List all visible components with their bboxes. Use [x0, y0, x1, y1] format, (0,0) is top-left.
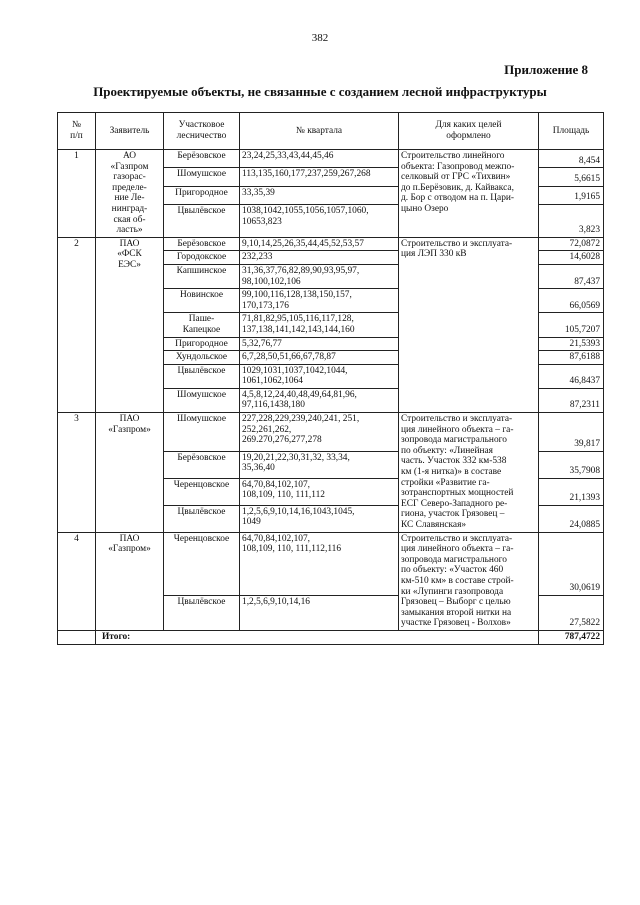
area-cell: 72,0872: [539, 237, 604, 251]
total-empty-cell: [58, 630, 96, 644]
quarters-cell: 1,2,5,6,9,10,14,16,1043,1045, 1049: [240, 505, 399, 532]
area-cell: 21,1393: [539, 478, 604, 505]
quarters-cell: 1029,1031,1037,1042,1044, 1061,1062,1064: [240, 364, 399, 388]
applicant-cell: ПАО «Газпром»: [96, 413, 164, 533]
forestry-cell: Городокское: [164, 251, 240, 265]
forestry-cell: Паше- Капецкое: [164, 313, 240, 337]
table-row: [58, 413, 604, 452]
forestry-cell: Цвылёвское: [164, 505, 240, 532]
forestry-cell: Пригородное: [164, 337, 240, 351]
table-row: [58, 150, 604, 168]
forestry-cell: Цвылёвское: [164, 205, 240, 238]
area-cell: 27,5822: [539, 595, 604, 630]
area-cell: 87,2311: [539, 388, 604, 412]
applicant-cell: ПАО «ФСК ЕЭС»: [96, 237, 164, 412]
forestry-cell: Шомушское: [164, 168, 240, 186]
area-cell: 24,0885: [539, 505, 604, 532]
header-num: № п/п: [58, 113, 96, 150]
goal-cell: Строительство и эксплуата- ция линейного объекта – га- зопровода магистрального по объекту: «Участок 460 км-510 км» в составе строй- ки «Лупинги газопровода Грязовец – Выборг с целью замыкания второй нитки на участке Грязовец - Волхов»: [399, 532, 539, 630]
quarters-cell: 1038,1042,1055,1056,1057,1060, 10653,823: [240, 205, 399, 238]
row-number: 2: [58, 237, 96, 412]
area-cell: 1,9165: [539, 186, 604, 204]
area-cell: 35,7908: [539, 451, 604, 478]
quarters-cell: 71,81,82,95,105,116,117,128, 137,138,141,142,143,144,160: [240, 313, 399, 337]
forestry-cell: Берёзовское: [164, 451, 240, 478]
forestry-cell: Цвылёвское: [164, 364, 240, 388]
quarters-cell: 4,5,8,12,24,40,48,49,64,81,96, 97,116,1438,180: [240, 388, 399, 412]
area-cell: 87,437: [539, 264, 604, 288]
area-cell: 30,0619: [539, 532, 604, 595]
quarters-cell: 64,70,84,102,107, 108,109, 110, 111,112,116: [240, 532, 399, 595]
quarters-cell: 1,2,5,6,9,10,14,16: [240, 595, 399, 630]
goal-cell: Строительство и эксплуата- ция ЛЭП 330 кВ: [399, 237, 539, 412]
quarters-cell: 9,10,14,25,26,35,44,45,52,53,57: [240, 237, 399, 251]
table-body: [58, 150, 604, 631]
total-value: 787,4722: [539, 630, 604, 644]
header-applicant: Заявитель: [96, 113, 164, 150]
quarters-cell: 31,36,37,76,82,89,90,93,95,97, 98,100,102,106: [240, 264, 399, 288]
document-title: Проектируемые объекты, не связанные с созданием лесной инфраструктуры: [93, 84, 547, 99]
forestry-cell: Хундольское: [164, 351, 240, 365]
quarters-cell: 5,32,76,77: [240, 337, 399, 351]
total-row: [58, 630, 604, 644]
forestry-cell: Новинское: [164, 289, 240, 313]
forestry-cell: Берёзовское: [164, 150, 240, 168]
forestry-cell: Берёзовское: [164, 237, 240, 251]
table-header-row: [58, 113, 604, 150]
goal-cell: Строительство и эксплуата- ция линейного объекта – га- зопровода магистрального по объекту: «Линейная часть. Участок 332 км-538 км (1-я нитка)» в составе стройки «Развитие га- зотранспортных мощностей ЕСГ Северо-Западного ре- гиона, участок Грязовец – КС Славянская»: [399, 413, 539, 533]
area-cell: 14,6028: [539, 251, 604, 265]
objects-table: [57, 112, 604, 645]
area-cell: 66,0569: [539, 289, 604, 313]
quarters-cell: 227,228,229,239,240,241, 251, 252,261,262, 269.270,276,277,278: [240, 413, 399, 452]
header-goal: Для каких целей оформлено: [399, 113, 539, 150]
area-cell: 3,823: [539, 205, 604, 238]
appendix-label: Приложение 8: [504, 62, 588, 77]
area-cell: 21,5393: [539, 337, 604, 351]
forestry-cell: Капшинское: [164, 264, 240, 288]
applicant-cell: ПАО «Газпром»: [96, 532, 164, 630]
quarters-cell: 19,20,21,22,30,31,32, 33,34, 35,36,40: [240, 451, 399, 478]
area-cell: 87,6188: [539, 351, 604, 365]
forestry-cell: Цвылёвское: [164, 595, 240, 630]
page-number: 382: [311, 32, 329, 44]
quarters-cell: 64,70,84,102,107, 108,109, 110, 111,112: [240, 478, 399, 505]
quarters-cell: 113,135,160,177,237,259,267,268: [240, 168, 399, 186]
header-area: Площадь: [539, 113, 604, 150]
quarters-cell: 99,100,116,128,138,150,157, 170,173,176: [240, 289, 399, 313]
quarters-cell: 33,35,39: [240, 186, 399, 204]
forestry-cell: Черенцовское: [164, 478, 240, 505]
row-number: 4: [58, 532, 96, 630]
area-cell: 105,7207: [539, 313, 604, 337]
area-cell: 5,6615: [539, 168, 604, 186]
goal-cell: Строительство линейного объекта: Газопровод межпо- селковый от ГРС «Тихвин» до п.Берёзовик, д. Кайвакса, д. Бор с отводом на п. Цари- цыно Озеро: [399, 150, 539, 238]
table-row: [58, 237, 604, 251]
total-label: Итого:: [96, 630, 539, 644]
forestry-cell: Шомушское: [164, 388, 240, 412]
row-number: 3: [58, 413, 96, 533]
quarters-cell: 6,7,28,50,51,66,67,78,87: [240, 351, 399, 365]
row-number: 1: [58, 150, 96, 238]
forestry-cell: Шомушское: [164, 413, 240, 452]
area-cell: 8,454: [539, 150, 604, 168]
table-row: [58, 532, 604, 595]
area-cell: 46,8437: [539, 364, 604, 388]
quarters-cell: 232,233: [240, 251, 399, 265]
quarters-cell: 23,24,25,33,43,44,45,46: [240, 150, 399, 168]
header-quarters: № квартала: [240, 113, 399, 150]
applicant-cell: АО «Газпром газорас- пределе- ние Ле- нинград- ская об- ласть»: [96, 150, 164, 238]
forestry-cell: Пригородное: [164, 186, 240, 204]
header-forestry: Участковое лесничество: [164, 113, 240, 150]
forestry-cell: Черенцовское: [164, 532, 240, 595]
area-cell: 39,817: [539, 413, 604, 452]
